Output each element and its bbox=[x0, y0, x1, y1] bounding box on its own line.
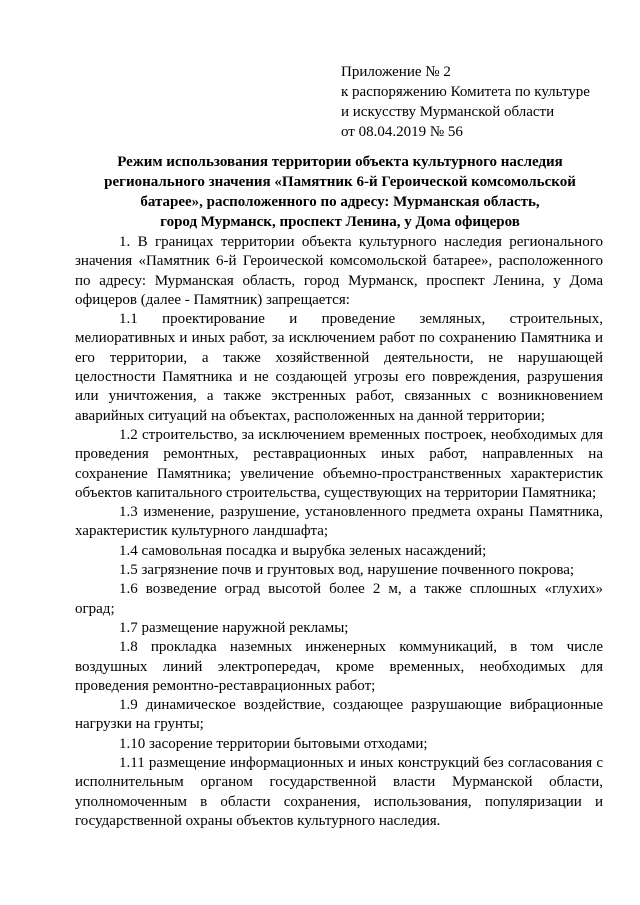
paragraph-1: 1. В границах территории объекта культурного наследия регионального значения «Памятник 6-й Героической комсомольской батарее», расположенного по адресу: Мурманская область, город Мурманск, проспект Ленина, у Дома офицеров (далее - Памятник) запрещается: bbox=[75, 234, 603, 308]
title-line-4: город Мурманск, проспект Ленина, у Дома офицеров bbox=[160, 214, 520, 230]
title-line-1: Режим использования территории объекта культурного наследия bbox=[117, 154, 563, 170]
paragraph-1-4: 1.4 самовольная посадка и вырубка зеленых насаждений; bbox=[119, 542, 487, 559]
appendix-reference bbox=[341, 62, 621, 142]
paragraph-1-5: 1.5 загрязнение почв и грунтовых вод, нарушение почвенного покрова; bbox=[119, 562, 575, 579]
appendix-committee-line: и искусству Мурманской области bbox=[341, 104, 555, 120]
appendix-date-line: от 08.04.2019 № 56 bbox=[341, 124, 463, 140]
paragraph-1-8: 1.8 прокладка наземных инженерных коммуникаций, в том числе воздушных линий электропередач, кроме временных, необходимых для проведения ремонтно-реставрационных работ; bbox=[75, 639, 603, 694]
paragraph-1-10: 1.10 засорение территории бытовыми отходами; bbox=[119, 735, 428, 752]
paragraph-1-6: 1.6 возведение оград высотой более 2 м, а также сплошных «глухих» оград; bbox=[75, 581, 603, 617]
paragraph-1-11: 1.11 размещение информационных и иных конструкций без согласования с исполнительным органом государственной власти Мурманской области, уполномоченным в области сохранения, использования, популяризации и государственной охраны объектов культурного наследия. bbox=[75, 755, 603, 829]
appendix-number: Приложение № 2 bbox=[341, 64, 451, 80]
paragraph-1-2: 1.2 строительство, за исключением временных построек, необходимых для проведения ремонтных, реставрационных иных работ, направленных на сохранение Памятника; увеличение объемно-пространственных характеристик объектов капитального строительства, существующих на территории Памятника; bbox=[75, 426, 603, 501]
paragraph-1-1: 1.1 проектирование и проведение земляных, строительных, мелиоративных и иных работ, за исключением работ по сохранению Памятника и его территории, а также хозяйственной деятельности, не нарушающей целостности Памятника и не создающей угрозы его повреждения, разрушения или уничтожения, а также экстренных работ, связанных с возникновением аварийных ситуаций на объектах, расположенных на данной территории; bbox=[75, 311, 603, 424]
paragraph-1-3: 1.3 изменение, разрушение, установленного предмета охраны Памятника, характеристик культурного ландшафта; bbox=[75, 504, 603, 540]
paragraph-1-9: 1.9 динамическое воздействие, создающее разрушающие вибрационные нагрузки на грунты; bbox=[75, 697, 603, 733]
title-line-2: регионального значения «Памятник 6-й Героической комсомольской bbox=[104, 174, 576, 190]
title-line-3: батарее», расположенного по адресу: Мурманская область, bbox=[140, 194, 540, 210]
document-body bbox=[75, 233, 603, 831]
document-title bbox=[80, 152, 600, 232]
appendix-order-line: к распоряжению Комитета по культуре bbox=[341, 84, 590, 100]
paragraph-1-7: 1.7 размещение наружной рекламы; bbox=[119, 619, 349, 636]
